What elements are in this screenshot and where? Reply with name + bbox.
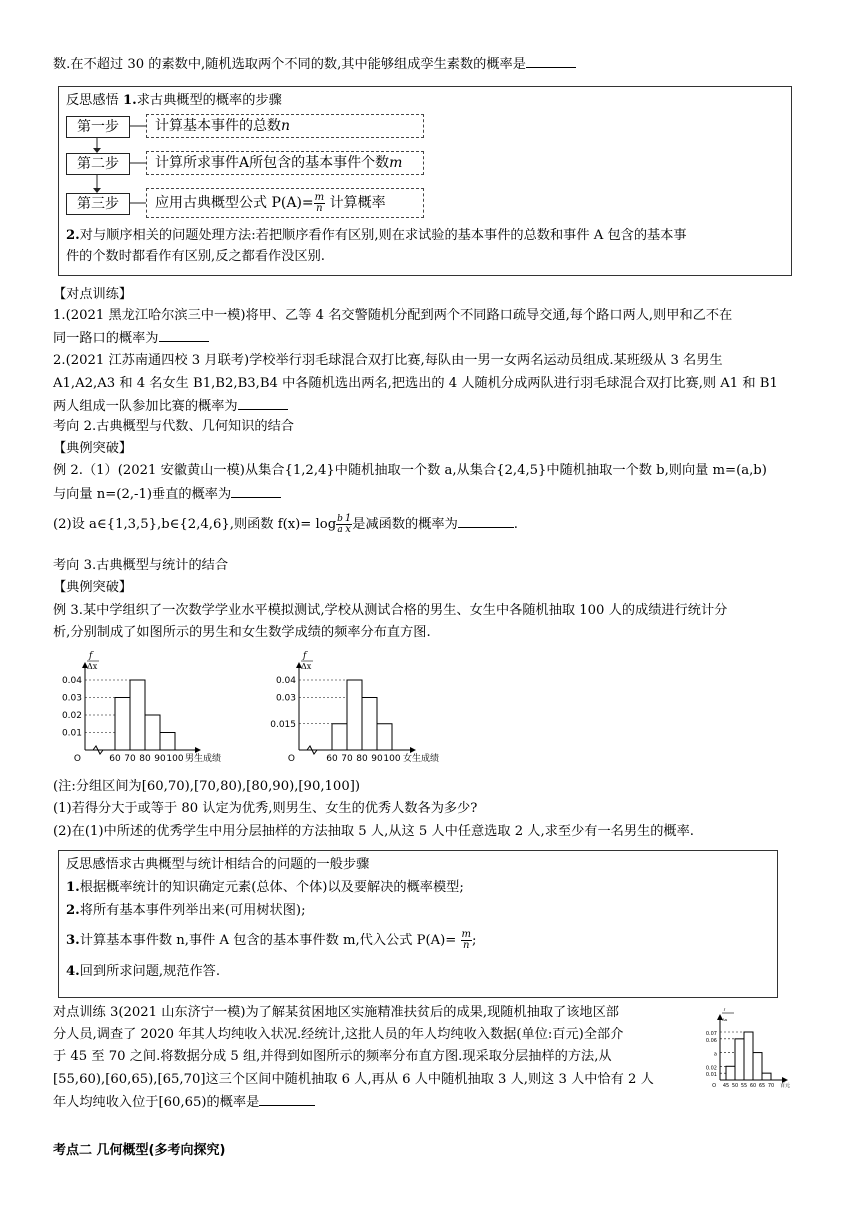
reflection-note-line-1: 2.对与顺序相关的问题处理方法:若把顺序看作有区别,则在求试验的基本事件的总数和事件 A 包含的基本事 xyxy=(66,228,687,243)
box2-step-4: 4.回到所求问题,规范作答. xyxy=(66,964,221,979)
histogram-bar xyxy=(726,1066,735,1080)
q2-line-1: 2.(2021 江苏南通四校 3 月联考)学校举行羽毛球混合双打比赛,每队由一男一女两名运动员组成.某班级从 3 名男生 xyxy=(53,353,723,368)
y-tick-label: a xyxy=(713,1051,717,1058)
q2-line-3: 两人组成一队参加比赛的概率为 xyxy=(53,397,288,416)
histogram-bar xyxy=(130,680,145,750)
y-tick-label: 0.04 xyxy=(61,676,82,686)
origin-label: O xyxy=(73,754,81,764)
x-tick-label: 60 xyxy=(109,754,121,764)
histogram-bar xyxy=(762,1073,771,1080)
formula-fraction: $\frac{m}{n}$ xyxy=(314,191,325,214)
histogram-bar xyxy=(753,1053,762,1080)
histogram-bar xyxy=(347,680,362,750)
y-label-numerator: f xyxy=(89,651,93,661)
y-tick-label: 0.02 xyxy=(61,711,82,721)
x-tick-label: 60 xyxy=(326,754,338,764)
y-tick-label: 0.06 xyxy=(705,1037,717,1044)
q1-answer-blank[interactable] xyxy=(159,329,209,342)
income-histogram xyxy=(702,1008,794,1100)
y-tick-label: 0.04 xyxy=(275,676,296,686)
example-header-1: 【典例突破】 xyxy=(53,441,133,456)
reflection-box-1-title: 反思感悟 1.求古典概型的概率的步骤 xyxy=(66,93,282,108)
pr3-line-2: 分人员,调查了 2020 年其人均纯收入状况.经统计,这批人员的年人均纯收入数据(单位:百元)全部介 xyxy=(53,1027,624,1042)
ex3-question-2: (2)在(1)中所述的优秀学生中用分层抽样的方法抽取 5 人,从这 5 人中任意选取 2 人,求至少有一名男生的概率. xyxy=(53,824,694,839)
q2-line-2: A1,A2,A3 和 4 名女生 B1,B2,B3,B4 中各随机选出两名,把选出的 4 人随机分成两队进行羽毛球混合双打比赛,则 A1 和 B1 xyxy=(53,376,778,391)
box2-step-1: 1.根据概率统计的知识确定元素(总体、个体)以及要解决的概率模型; xyxy=(66,880,464,895)
ex2-line-1: 例 2.（1）(2021 安徽黄山一模)从集合{1,2,4}中随机抽取一个数 a,从集合{2,4,5}中随机抽取一个数 b,则向量 m=(a,b) xyxy=(53,463,767,478)
q1-line-2: 同一路口的概率为 xyxy=(53,329,209,348)
pr3-line-4: [55,60),[60,65),[65,70]这三个区间中随机抽取 6 人,再从 6 人中随机抽取 3 人,则这 3 人中恰有 2 人 xyxy=(53,1072,654,1087)
y-tick-label: 0.015 xyxy=(270,719,296,730)
x-tick-label: 50 xyxy=(731,1083,739,1089)
x-tick-label: 80 xyxy=(139,754,151,764)
q2-answer-blank[interactable] xyxy=(238,397,288,410)
log-base-fraction: $\frac{b}{a}$ xyxy=(337,514,343,535)
y-tick-label: 0.03 xyxy=(61,693,82,704)
reflection-note-line-2: 件的个数时都看作有区别,反之都看作没区别. xyxy=(66,249,325,264)
male-score-histogram xyxy=(45,640,245,780)
x-tick-label: 90 xyxy=(371,754,383,764)
ex2-line-3: (2)设 a∈{1,3,5},b∈{2,4,6},则函数 f(x)= log $\frac{b}{a}$ $\frac{1}{x}$ 是减函数的概率为 . xyxy=(53,513,518,535)
q1-line-1: 1.(2021 黑龙江哈尔滨三中一模)将甲、乙等 4 名交警随机分配到两个不同路口疏导交通,每个路口两人,则甲和乙不在 xyxy=(53,308,733,323)
step-2-box: 第二步 xyxy=(66,153,130,175)
pr3-line-3: 于 45 至 70 之间.将数据分成 5 组,并得到如图所示的频率分布直方图.现采取分层抽样的方法,从 xyxy=(53,1049,612,1064)
ex2-line-2: 与向量 n=(2,-1)垂直的概率为 xyxy=(53,485,281,504)
y-label-numerator: f xyxy=(724,1008,726,1012)
histogram-bar xyxy=(160,733,175,751)
intro-line: 数.在不超过 30 的素数中,随机选取两个不同的数,其中能够组成孪生素数的概率是 xyxy=(53,55,576,74)
step-1-box: 第一步 xyxy=(66,116,130,138)
direction-3: 考向 3.古典概型与统计的结合 xyxy=(53,558,229,573)
histogram-bar xyxy=(115,698,130,751)
histogram-bar xyxy=(744,1032,753,1080)
y-tick-label: 0.07 xyxy=(705,1031,717,1037)
step-1-text: 计算基本事件的总数n xyxy=(146,114,424,138)
x-tick-label: 80 xyxy=(356,754,368,764)
pr3-line-5: 年人均纯收入位于[60,65)的概率是 xyxy=(53,1093,315,1112)
direction-2: 考向 2.古典概型与代数、几何知识的结合 xyxy=(53,419,294,434)
y-tick-label: 0.02 xyxy=(705,1065,717,1072)
histogram-bar xyxy=(735,1039,744,1080)
section-2-heading: 考点二 几何概型(多考向探究) xyxy=(53,1143,226,1158)
y-label-denominator: Δx xyxy=(722,1017,728,1022)
box2-title: 反思感悟求古典概型与统计相结合的问题的一般步骤 xyxy=(66,857,370,872)
x-tick-label: 100 xyxy=(383,754,401,764)
x-tick-label: 70 xyxy=(767,1083,775,1089)
log-argument-fraction: $\frac{1}{x}$ xyxy=(344,513,352,535)
origin-label: O xyxy=(712,1083,716,1089)
x-tick-label: 70 xyxy=(341,754,353,764)
x-axis-label: 女生成绩 xyxy=(403,754,440,764)
x-axis-label: 男生成绩 xyxy=(185,754,222,764)
x-axis-arrow xyxy=(195,747,201,753)
y-label-denominator: Δx xyxy=(87,662,98,671)
box2-step-2: 2.将所有基本事件列举出来(可用树状图); xyxy=(66,903,306,918)
x-tick-label: 100 xyxy=(166,754,184,764)
ex3-note: (注:分组区间为[60,70),[70,80),[80,90),[90,100]) xyxy=(53,779,360,794)
ex3-line-1: 例 3.某中学组织了一次数学学业水平模拟测试,学校从测试合格的男生、女生中各随机抽取 100 人的成绩进行统计分 xyxy=(53,603,728,618)
x-tick-label: 70 xyxy=(124,754,136,764)
x-tick-label: 90 xyxy=(154,754,166,764)
histogram-bar xyxy=(377,724,392,750)
histogram-bar xyxy=(362,698,377,751)
histogram-bar xyxy=(332,724,347,750)
ex3-line-2: 析,分别制成了如图所示的男生和女生数学成绩的频率分布直方图. xyxy=(53,625,431,640)
x-tick-label: 55 xyxy=(740,1083,748,1089)
origin-label: O xyxy=(287,754,295,764)
step-3-box: 第三步 xyxy=(66,193,130,215)
practice-header: 【对点训练】 xyxy=(53,287,133,302)
ex3-question-1: (1)若得分大于或等于 80 认定为优秀,则男生、女生的优秀人数各为多少? xyxy=(53,801,478,816)
histogram-bar xyxy=(145,715,160,750)
x-axis-label: 百元 xyxy=(780,1083,791,1089)
ex2-answer-blank-2[interactable] xyxy=(458,515,514,528)
example-header-2: 【典例突破】 xyxy=(53,580,133,595)
y-tick-label: 0.01 xyxy=(61,728,82,739)
y-tick-label: 0.03 xyxy=(275,693,296,704)
y-tick-label: 0.01 xyxy=(705,1072,717,1079)
pr3-line-1: 对点训练 3(2021 山东济宁一模)为了解某贫困地区实施精准扶贫后的成果,现随机抽取了该地区部 xyxy=(53,1005,619,1020)
ex2-answer-blank-1[interactable] xyxy=(231,485,281,498)
box2-formula-fraction: $\frac{m}{n}$ xyxy=(461,929,472,951)
box2-step-3: 3.计算基本事件数 n,事件 A 包含的基本事件数 m,代入公式 P(A)= $\frac{m}{n}$ ; xyxy=(66,929,477,951)
x-tick-label: 65 xyxy=(758,1083,766,1089)
x-tick-label: 60 xyxy=(749,1083,757,1089)
x-axis-arrow xyxy=(410,747,416,753)
step-3-text: 应用古典概型公式 P(A)= $\frac{m}{n}$ 计算概率 xyxy=(146,188,424,218)
step-2-text: 计算所求事件A所包含的基本事件个数m xyxy=(146,151,424,175)
female-score-histogram xyxy=(255,640,465,780)
pr3-answer-blank[interactable] xyxy=(259,1093,315,1106)
x-tick-label: 45 xyxy=(722,1083,730,1089)
y-label-denominator: Δx xyxy=(301,662,312,671)
y-label-numerator: f xyxy=(303,651,307,661)
